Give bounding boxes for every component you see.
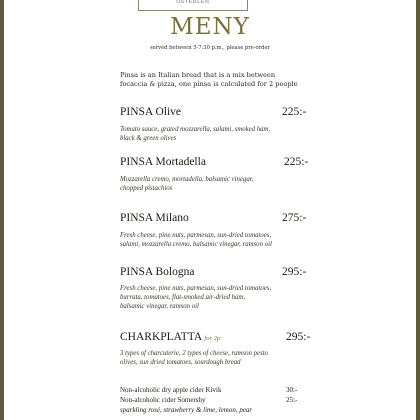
drink-price: 30:- — [286, 386, 298, 394]
item-serving-note: for 2p — [204, 335, 221, 342]
item-description — [120, 284, 320, 312]
intro-text — [120, 71, 330, 89]
item-price: 275:- — [282, 212, 307, 224]
item-name: PINSA Olive — [120, 106, 182, 118]
item-description-line: Mozzarella cremo, mortadella, balsamic vinegar, — [120, 176, 254, 183]
item-price: 295:- — [282, 266, 307, 278]
item-description-line: salami, mozzarella cremo, balsamic vinegar, ramson oil — [120, 241, 272, 249]
item-description-line: 3 types of charcuterie, 2 types of cheese, ramson pesto — [120, 350, 268, 357]
right-border — [416, 0, 420, 420]
item-description — [120, 349, 320, 367]
item-description-line: Fresh cheese, pine nuts, parmesan, sun-dried tomatoes, — [120, 285, 272, 292]
item-description-line: balsamic vinegar, ramson oil — [120, 303, 199, 311]
menu-title: MENY — [170, 14, 250, 40]
item-name: PINSA Milano — [120, 212, 189, 224]
left-border — [0, 0, 4, 420]
item-description-line: Tomato sauce, grated mozzarella, salami, smoked ham, — [120, 126, 271, 133]
item-description-line: Fresh cheese, pine nuts, parmesan, sun-dried tomatoes, — [120, 232, 272, 239]
item-description-line: black & green olives — [120, 135, 177, 143]
item-description-line: chopped pistachios — [120, 185, 173, 193]
item-price: 225:- — [282, 106, 307, 118]
item-description — [120, 125, 320, 143]
drink-item: Non-alcoholic dry apple cider Kivik — [120, 386, 222, 394]
item-description — [120, 175, 320, 193]
item-name — [120, 331, 220, 343]
drink-item: Non-alcoholic cider Somersby — [120, 396, 206, 404]
item-name-text: CHARKPLATTA — [120, 331, 202, 343]
menu-subtitle: served between 5-7:30 p.m., please pre-order — [149, 45, 271, 51]
intro-line: focaccia & pizza, one pinsa is calculated for 2 people — [120, 80, 298, 88]
item-name: PINSA Mortadella — [120, 156, 206, 168]
drink-item: sparkling rosé, strawberry & lime, lemon, pear — [120, 406, 253, 414]
header-badge-text: ÖSTERLEN — [176, 0, 210, 5]
item-price: 295:- — [286, 331, 311, 343]
item-description-line: olives, sun dried tomatoes, sourdough bread — [120, 359, 241, 367]
intro-line: Pinsa is an Italian bread that is a mix between — [120, 71, 276, 79]
item-description — [120, 231, 320, 249]
item-description-line: burrata, tomatoes, flat-smoked air-dried ham, — [120, 294, 246, 302]
item-price: 225:- — [284, 156, 309, 168]
header-badge-frame — [138, 0, 248, 11]
item-name: PINSA Bologna — [120, 266, 195, 278]
drink-price: 25:- — [286, 396, 298, 404]
